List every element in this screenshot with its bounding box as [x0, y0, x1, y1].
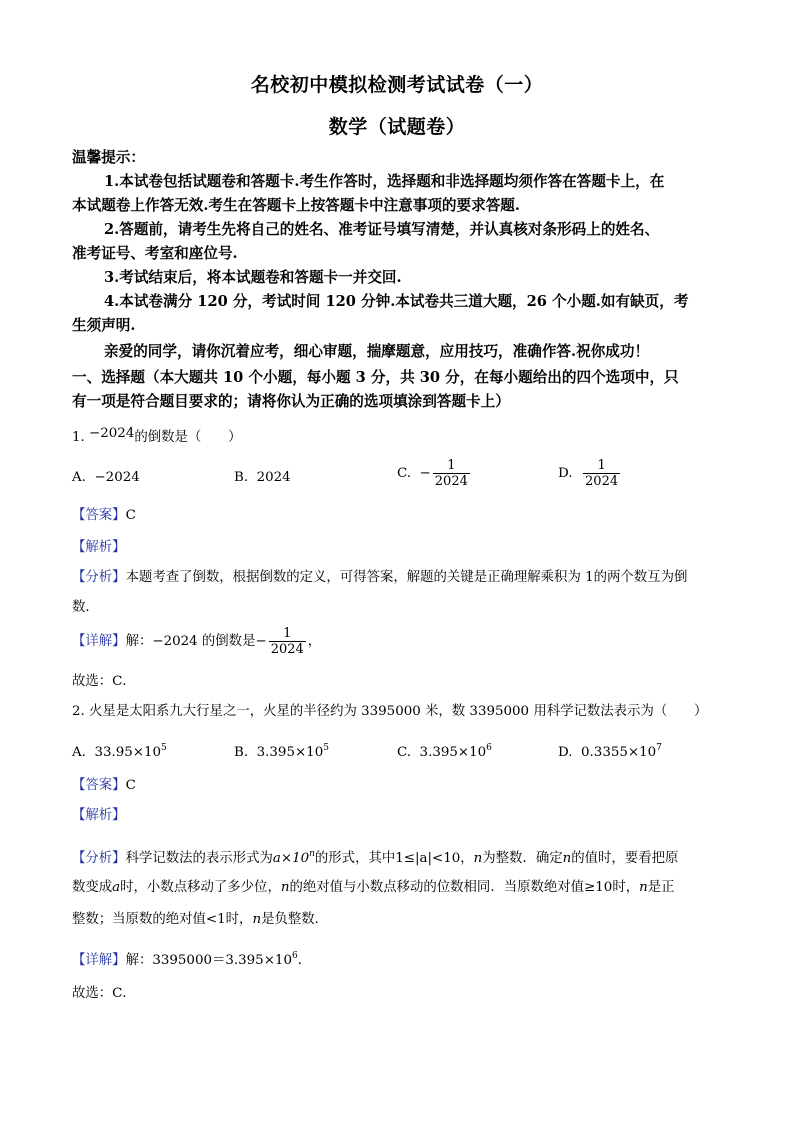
fenxi-text: 是正 — [647, 880, 675, 895]
answer-tag: 【答案】 — [72, 778, 126, 793]
q2-answer — [72, 776, 724, 796]
q1-option-a-label: A. — [72, 470, 86, 485]
q1-option-c-fraction — [433, 458, 470, 489]
q1-option-c-label: C. — [397, 466, 412, 481]
q2-option-a-label: A. — [72, 745, 86, 760]
fraction-numerator: 1 — [447, 458, 456, 473]
q2-option-d-exp: 7 — [656, 743, 662, 753]
q1-option-a-value: −2024 — [94, 470, 140, 485]
fraction-denominator: 2024 — [434, 474, 468, 489]
tip-2-line-2: 准考证号、考室和座位号. — [72, 245, 238, 262]
detail-text: 解：3395000＝3.395×10 — [125, 953, 292, 968]
fenxi-tag: 【分析】 — [72, 851, 126, 866]
page-subtitle: 数学（试题卷） — [328, 116, 466, 138]
detail-exp: 6 — [291, 951, 298, 961]
fenxi-formula-exp: n — [309, 849, 315, 859]
greeting: 亲爱的同学，请你沉着应考，细心审题，揣摩题意，应用技巧，准确作答.祝你成功！ — [104, 343, 650, 360]
detail-text: 解：−2024 的倒数是 — [125, 634, 256, 649]
fraction-denominator: 2024 — [270, 642, 304, 657]
question-2-text: 火星是太阳系九大行星之一，火星的半径约为 3395000 米，数 3395000 用科学记数法表示为（ ） — [89, 704, 708, 719]
q1-choose: 故选：C． — [72, 674, 136, 689]
fenxi-var-a: a — [112, 880, 121, 895]
fenxi-text: 的形式，其中 — [314, 851, 396, 866]
fraction-denominator: 2024 — [585, 474, 619, 489]
fraction-numerator: 1 — [597, 458, 606, 473]
tip-2-line-1: 2.答题前，请考生先将自己的姓名、准考证号填写清楚，并认真核对条形码上的姓名、 — [104, 221, 660, 238]
q2-analysis-tag — [72, 806, 724, 826]
fenxi-text: 的值时，要看把原 — [571, 851, 679, 866]
q2-option-c-exp: 6 — [486, 743, 492, 753]
fenxi-text: 科学记数法的表示形式为 — [125, 851, 273, 866]
question-1-expr: −2024 — [89, 426, 135, 441]
tip-3: 3.考试结束后，将本试题卷和答题卡一并交回. — [104, 269, 402, 286]
tip-1-line-1: 1.本试卷包括试题卷和答题卡.考生作答时，选择题和非选择题均须作答在答题卡上，在 — [104, 173, 665, 190]
q2-option-b-exp: 5 — [323, 743, 329, 753]
q2-option-d-label: D. — [558, 745, 573, 760]
fenxi-text: 为整数．确定 — [482, 851, 563, 866]
q2-option-a-base: 33.95×10 — [94, 745, 162, 760]
page-title: 名校初中模拟检测考试试卷（一） — [250, 74, 544, 96]
answer-value: C — [125, 508, 136, 523]
q2-option-d — [558, 738, 662, 763]
question-2-number: 2. — [72, 704, 85, 719]
q1-option-b — [234, 468, 291, 488]
fenxi-text: 本题考查了倒数，根据倒数的定义，可得答案，解题的关键是正确理解乘积为 1的两个数互为倒 — [125, 570, 688, 585]
fenxi-formula: a×10 — [272, 851, 310, 866]
q1-fenxi-line-2: 数． — [72, 600, 99, 615]
detail-tag: 【详解】 — [72, 634, 126, 649]
q2-option-b — [234, 738, 329, 763]
analysis-tag: 【解析】 — [72, 808, 126, 823]
fenxi-var-n: n — [473, 851, 483, 866]
q1-option-b-value: 2024 — [256, 470, 291, 485]
q1-option-c-sign: − — [419, 466, 431, 481]
q1-option-c — [397, 458, 472, 489]
detail-end: ， — [307, 634, 322, 649]
question-2 — [72, 702, 724, 722]
fenxi-text: 整数；当原数的绝对值<1时， — [72, 912, 253, 927]
question-1-text: 的倒数是（ ） — [134, 430, 242, 445]
q2-option-a — [72, 738, 167, 763]
q2-option-b-label: B. — [234, 745, 249, 760]
tip-4-line-2: 生须声明. — [72, 317, 136, 334]
q1-detail-fraction — [269, 626, 306, 657]
answer-tag: 【答案】 — [72, 508, 126, 523]
section-1-heading-line-1: 一、选择题（本大题共 10 个小题，每小题 3 分，共 30 分，在每小题给出的四个选项中，只 — [72, 369, 679, 386]
q1-option-d — [558, 458, 622, 489]
detail-end: ． — [297, 953, 312, 968]
q1-option-d-label: D. — [558, 466, 573, 481]
fenxi-var-n: n — [562, 851, 572, 866]
q2-detail — [72, 946, 724, 971]
q2-option-d-base: 0.3355×10 — [581, 745, 657, 760]
section-1-heading-line-2: 有一项是符合题目要求的；请将你认为正确的选项填涂到答题卡上） — [72, 393, 510, 410]
tip-1-line-2: 本试题卷上作答无效.考生在答题卡上按答题卡中注意事项的要求答题. — [72, 197, 520, 214]
fraction-numerator: 1 — [283, 626, 292, 641]
fenxi-text: 时，小数点移动了多少位， — [120, 880, 281, 895]
detail-sign: − — [255, 634, 267, 649]
fenxi-tag: 【分析】 — [72, 570, 126, 585]
q1-option-a — [72, 468, 140, 488]
tips-heading: 温馨提示： — [72, 149, 145, 166]
q1-detail — [72, 626, 724, 657]
q1-analysis-tag — [72, 538, 724, 558]
fenxi-text: ， — [460, 851, 474, 866]
analysis-tag: 【解析】 — [72, 540, 126, 555]
answer-value: C — [125, 778, 136, 793]
fenxi-condition: 1≤|a|<10 — [395, 851, 461, 866]
q2-option-a-exp: 5 — [161, 743, 167, 753]
fenxi-var-n: n — [280, 880, 290, 895]
q2-option-c-label: C. — [397, 745, 412, 760]
detail-tag: 【详解】 — [72, 953, 126, 968]
q2-option-c-base: 3.395×10 — [419, 745, 487, 760]
q1-option-b-label: B. — [234, 470, 249, 485]
q1-answer — [72, 506, 724, 526]
fenxi-text: 是负整数． — [261, 912, 329, 927]
tip-4-line-1: 4.本试卷满分 120 分，考试时间 120 分钟.本试卷共三道大题，26 个小题.如有缺页，考 — [104, 293, 689, 310]
q1-fenxi-line-1 — [72, 568, 724, 588]
fenxi-var-n: n — [252, 912, 262, 927]
fenxi-text: 的绝对值与小数点移动的位数相同．当原数绝对值≥10时， — [289, 880, 640, 895]
q1-option-d-fraction — [583, 458, 620, 489]
q2-fenxi-line-3 — [72, 910, 724, 930]
q2-option-b-base: 3.395×10 — [256, 745, 324, 760]
q2-fenxi-line-1 — [72, 844, 724, 869]
fenxi-var-n: n — [639, 880, 648, 895]
question-1 — [72, 428, 724, 448]
q2-choose: 故选：C． — [72, 986, 136, 1001]
fenxi-text: 数变成 — [72, 880, 113, 895]
q2-option-c — [397, 738, 492, 763]
q2-fenxi-line-2 — [72, 878, 724, 898]
question-1-number: 1. — [72, 430, 85, 445]
